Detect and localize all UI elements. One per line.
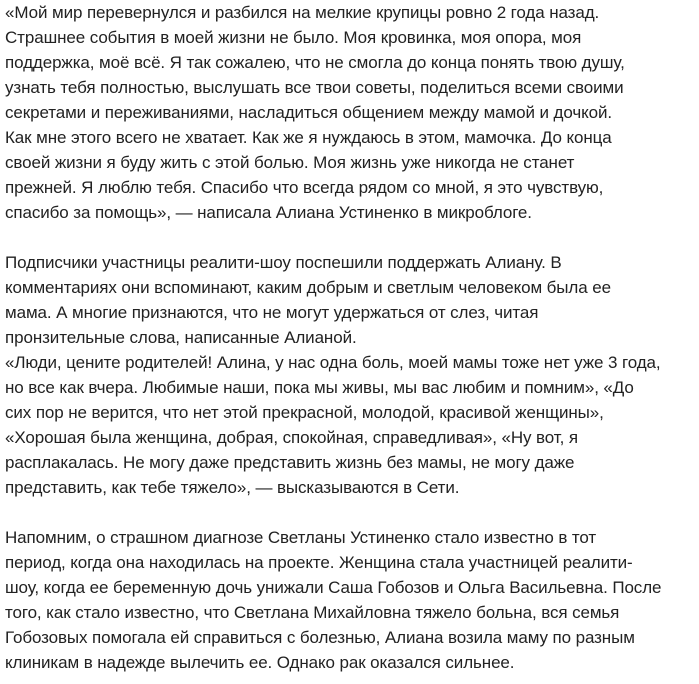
paragraph-blog-quote <box>5 0 695 225</box>
text-line: Подписчики участницы реалити-шоу поспешили поддержать Алиану. В <box>5 253 562 272</box>
text-line: комментариях они вспоминают, каким добрым и светлым человеком была ее <box>5 278 611 297</box>
text-line: «Мой мир перевернулся и разбился на мелкие крупицы ровно 2 года назад. <box>5 3 600 22</box>
text-line: пронзительные слова, написанные Алианой. <box>5 328 357 347</box>
paragraph-spacer <box>5 225 695 250</box>
text-line: своей жизни я буду жить с этой болью. Моя жизнь уже никогда не станет <box>5 153 575 172</box>
text-line: Страшнее события в моей жизни не было. Моя кровинка, моя опора, моя <box>5 28 582 47</box>
text-line: узнать тебя полностью, выслушать все твои советы, поделиться всеми своими <box>5 78 624 97</box>
text-line: прежней. Я люблю тебя. Спасибо что всегда рядом со мной, я это чувствую, <box>5 178 604 197</box>
text-line: период, когда она находилась на проекте. Женщина стала участницей реалити- <box>5 553 633 572</box>
paragraph-subscribers-comments <box>5 250 695 500</box>
text-line: секретами и переживаниями, насладиться общением между мамой и дочкой. <box>5 103 613 122</box>
text-line: Гобозовых помогала ей справиться с болезнью, Алиана возила маму по разным <box>5 628 635 647</box>
paragraph-spacer <box>5 500 695 525</box>
text-line: «Хорошая была женщина, добрая, спокойная, справедливая», «Ну вот, я <box>5 428 578 447</box>
text-line: шоу, когда ее беременную дочь унижали Саша Гобозов и Ольга Васильевна. После <box>5 578 662 597</box>
paragraph-background-story <box>5 525 695 675</box>
text-line: поддержка, моё всё. Я так сожалею, что не смогла до конца понять твою душу, <box>5 53 625 72</box>
text-line: сих пор не верится, что нет этой прекрасной, молодой, красивой женщины», <box>5 403 604 422</box>
text-line: спасибо за помощь», — написала Алиана Устиненко в микроблоге. <box>5 203 532 222</box>
text-line: того, как стало известно, что Светлана Михайловна тяжело больна, вся семья <box>5 603 620 622</box>
article-body <box>5 0 695 675</box>
text-line: мама. А многие признаются, что не могут удержаться от слез, читая <box>5 303 539 322</box>
text-line: «Люди, цените родителей! Алина, у нас одна боль, моей мамы тоже нет уже 3 года, <box>5 353 661 372</box>
text-line: Как мне этого всего не хватает. Как же я нуждаюсь в этом, мамочка. До конца <box>5 128 612 147</box>
text-line: расплакалась. Не могу даже представить жизнь без мамы, не могу даже <box>5 453 575 472</box>
text-line: представить, как тебе тяжело», — высказываются в Сети. <box>5 478 460 497</box>
text-line: клиникам в надежде вылечить ее. Однако рак оказался сильнее. <box>5 653 515 672</box>
text-line: но все как вчера. Любимые наши, пока мы живы, мы вас любим и помним», «До <box>5 378 634 397</box>
text-line: Напомним, о страшном диагнозе Светланы Устиненко стало известно в тот <box>5 528 597 547</box>
